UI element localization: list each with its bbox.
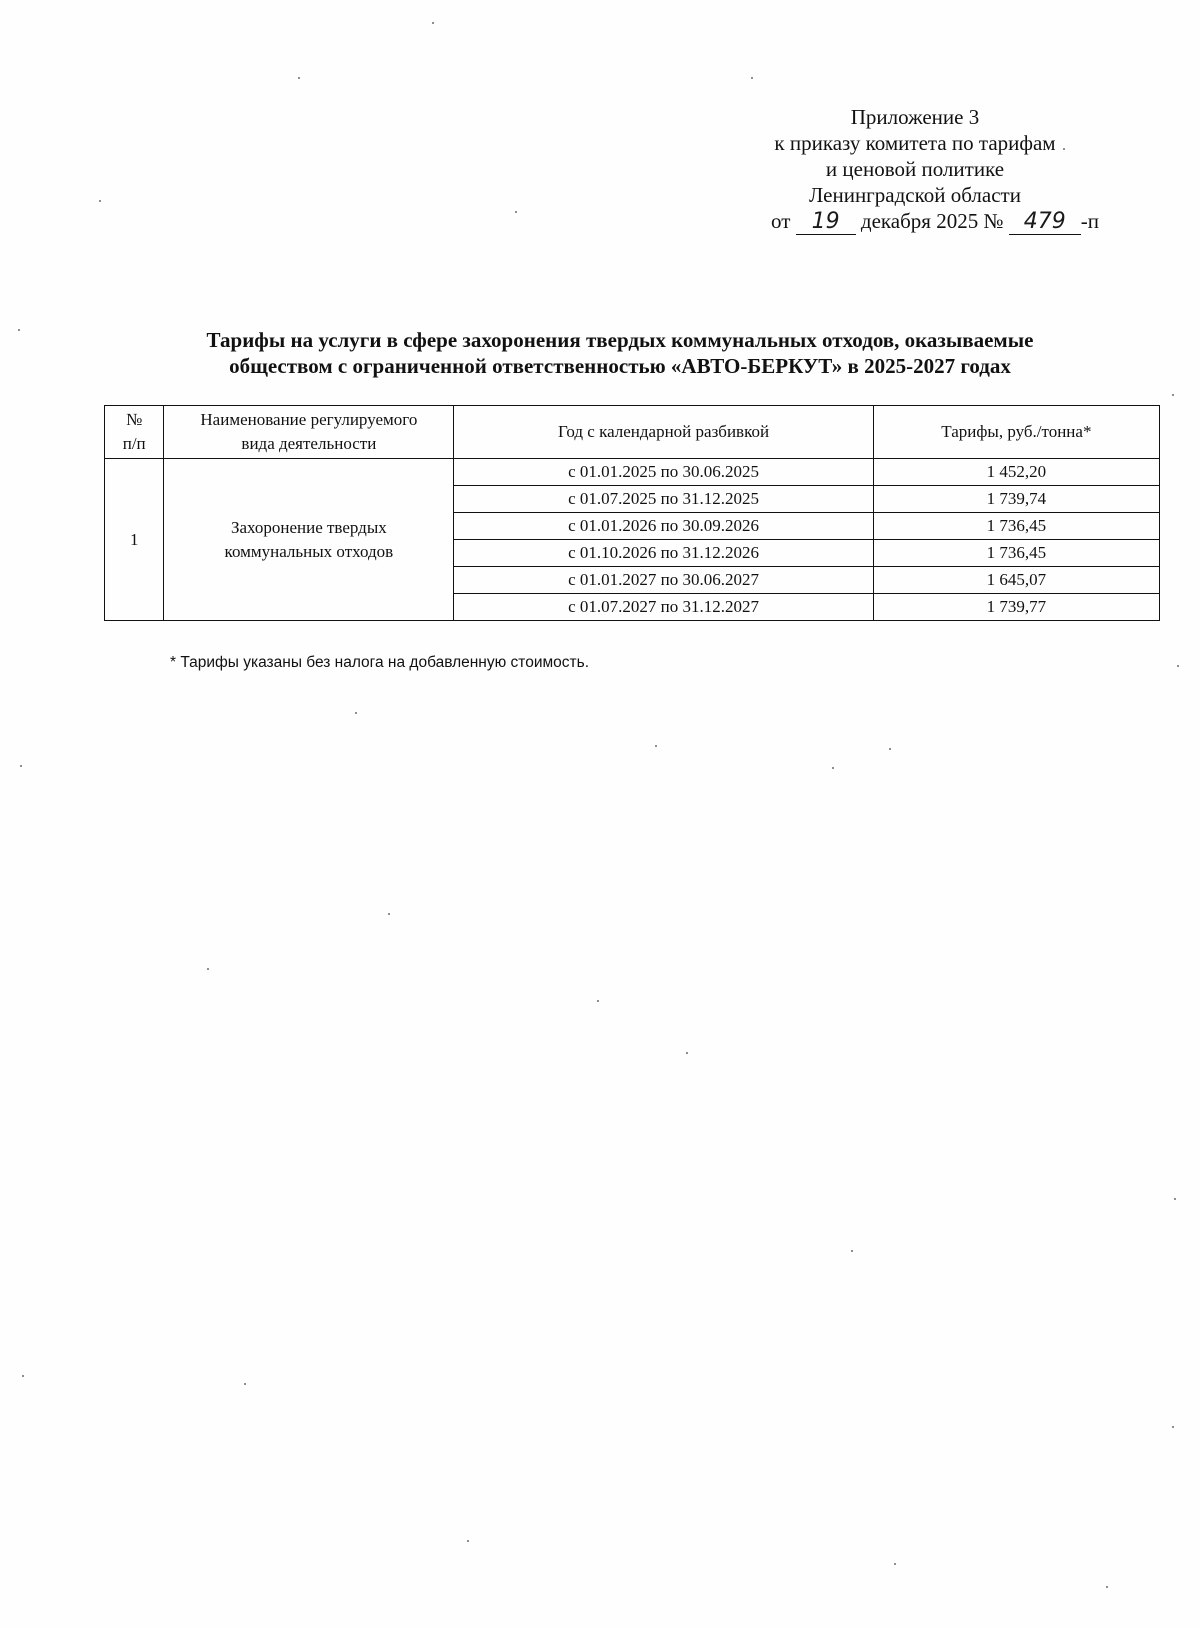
- appendix-region: Ленинградской области: [809, 183, 1021, 207]
- speck: [298, 77, 300, 79]
- period-cell: с 01.01.2026 по 30.09.2026: [454, 513, 873, 540]
- appendix-date-line: [700, 208, 1130, 235]
- speck: [1172, 394, 1174, 396]
- tariff-cell: 1 739,77: [873, 594, 1159, 621]
- order-suffix: -п: [1080, 209, 1099, 233]
- period-cell: с 01.07.2025 по 31.12.2025: [454, 486, 873, 513]
- header-num: [105, 406, 164, 459]
- title-line-1: Тарифы на услуги в сфере захоронения твердых коммунальных отходов, оказываемые: [206, 328, 1034, 352]
- tariff-cell: 1 739,74: [873, 486, 1159, 513]
- speck: [432, 22, 434, 24]
- speck: [832, 767, 834, 769]
- speck: [388, 913, 390, 915]
- speck: [1174, 1198, 1176, 1200]
- table-header-row: [105, 406, 1160, 459]
- speck: [751, 77, 753, 79]
- header-period: Год с календарной разбивкой: [454, 406, 873, 459]
- date-prefix: от: [771, 209, 791, 233]
- activity-line1: Захоронение твердых: [230, 517, 387, 537]
- header-num-line1: №: [126, 410, 143, 429]
- document-title: [120, 327, 1120, 379]
- tariff-cell: 1 452,20: [873, 459, 1159, 486]
- speck: [22, 1375, 24, 1377]
- speck: [515, 211, 517, 213]
- header-activity-line1: Наименование регулируемого: [200, 410, 418, 429]
- table-row: [105, 459, 1160, 486]
- handwritten-day: 19: [796, 210, 856, 235]
- period-cell: с 01.01.2027 по 30.06.2027: [454, 567, 873, 594]
- speck: [20, 765, 22, 767]
- tariff-cell: 1 645,07: [873, 567, 1159, 594]
- tariff-cell: 1 736,45: [873, 540, 1159, 567]
- activity-name: [164, 459, 454, 621]
- header-activity-line2: вида деятельности: [241, 434, 377, 453]
- speck: [686, 1052, 688, 1054]
- header-tariff: Тарифы, руб./тонна*: [873, 406, 1159, 459]
- appendix-header: [700, 104, 1130, 235]
- date-month-year: декабря 2025 №: [860, 209, 1004, 233]
- speck: [894, 1563, 896, 1565]
- period-cell: с 01.07.2027 по 31.12.2027: [454, 594, 873, 621]
- appendix-title: Приложение 3: [850, 105, 980, 129]
- speck: [99, 200, 101, 202]
- title-line-2: обществом с ограниченной ответственностью «АВТО-БЕРКУТ» в 2025-2027 годах: [229, 354, 1011, 378]
- speck: [467, 1540, 469, 1542]
- speck: [244, 1383, 246, 1385]
- speck: [1063, 148, 1065, 150]
- footnote: * Тарифы указаны без налога на добавленную стоимость.: [170, 654, 590, 671]
- activity-line2: коммунальных отходов: [224, 541, 394, 561]
- speck: [207, 968, 209, 970]
- speck: [655, 745, 657, 747]
- header-activity: [164, 406, 454, 459]
- header-num-line2: п/п: [122, 434, 146, 453]
- period-cell: с 01.01.2025 по 30.06.2025: [454, 459, 873, 486]
- speck: [1172, 1426, 1174, 1428]
- handwritten-order-number: 479: [1009, 210, 1081, 235]
- speck: [1106, 1586, 1108, 1588]
- row-number: 1: [105, 459, 164, 621]
- tariff-table: [104, 405, 1160, 621]
- tariff-cell: 1 736,45: [873, 513, 1159, 540]
- speck: [597, 1000, 599, 1002]
- period-cell: с 01.10.2026 по 31.12.2026: [454, 540, 873, 567]
- speck: [18, 329, 20, 331]
- appendix-committee: и ценовой политике: [825, 157, 1005, 181]
- appendix-order-ref: к приказу комитета по тарифам: [774, 131, 1056, 155]
- speck: [355, 712, 357, 714]
- speck: [851, 1250, 853, 1252]
- speck: [1177, 665, 1179, 667]
- speck: [889, 748, 891, 750]
